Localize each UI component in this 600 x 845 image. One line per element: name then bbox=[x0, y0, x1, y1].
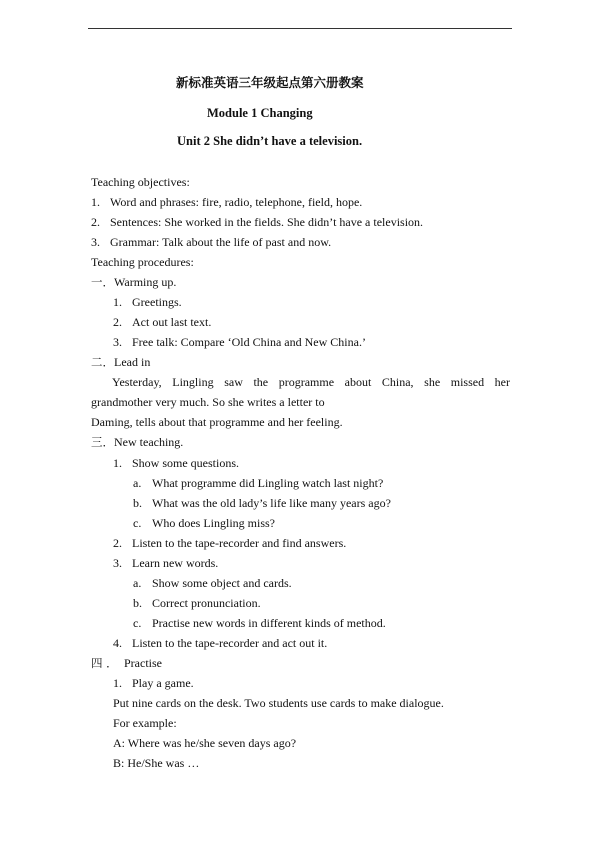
objectives-heading: Teaching objectives: bbox=[91, 175, 190, 189]
item-number: 3. bbox=[113, 556, 122, 570]
list-item bbox=[113, 335, 366, 349]
list-item bbox=[113, 676, 194, 690]
practise-line: For example: bbox=[113, 716, 177, 730]
sub-item-letter: a. bbox=[133, 476, 142, 490]
item-number: 2. bbox=[113, 315, 122, 329]
objective-number: 1. bbox=[91, 195, 100, 209]
sub-item-text: Who does Lingling miss? bbox=[152, 516, 275, 530]
objective-text: Word and phrases: fire, radio, telephone, field, hope. bbox=[110, 195, 363, 209]
item-number: 1. bbox=[113, 456, 122, 470]
objective-number: 2. bbox=[91, 215, 100, 229]
sub-item bbox=[133, 576, 292, 590]
section-new-teaching bbox=[91, 435, 183, 449]
practise-line: B: He/She was … bbox=[113, 756, 200, 770]
section-marker: 三． bbox=[91, 435, 114, 449]
list-item bbox=[113, 636, 327, 650]
sub-item-letter: c. bbox=[133, 516, 142, 530]
sub-item-letter: b. bbox=[133, 596, 142, 610]
section-title: New teaching. bbox=[114, 435, 184, 449]
objective-item bbox=[91, 235, 331, 249]
sub-item-letter: c. bbox=[133, 616, 142, 630]
item-text: Learn new words. bbox=[132, 556, 219, 570]
item-number: 4. bbox=[113, 636, 122, 650]
sub-item-text: What was the old lady’s life like many years ago? bbox=[152, 496, 391, 510]
objective-text: Grammar: Talk about the life of past and now. bbox=[110, 235, 332, 249]
item-text: Free talk: Compare ‘Old China and New China.’ bbox=[132, 335, 366, 349]
item-text: Listen to the tape-recorder and act out it. bbox=[132, 636, 328, 650]
sub-item bbox=[133, 476, 383, 490]
practise-line: Put nine cards on the desk. Two students use cards to make dialogue. bbox=[113, 696, 444, 710]
section-title: Lead in bbox=[114, 355, 151, 369]
unit-title: Unit 2 She didn’t have a television. bbox=[177, 134, 363, 148]
sub-item bbox=[133, 496, 391, 510]
item-text: Act out last text. bbox=[132, 315, 212, 329]
sub-item-text: Practise new words in different kinds of method. bbox=[152, 616, 386, 630]
section-practise bbox=[91, 656, 162, 670]
procedures-heading: Teaching procedures: bbox=[91, 255, 194, 269]
item-number: 2. bbox=[113, 536, 122, 550]
lead-in-paragraph-line: grandmother very much. So she writes a letter to bbox=[91, 395, 325, 409]
sub-item-letter: b. bbox=[133, 496, 142, 510]
objective-item bbox=[91, 195, 362, 209]
sub-item bbox=[133, 616, 386, 630]
item-text: Play a game. bbox=[132, 676, 194, 690]
document-title: 新标准英语三年级起点第六册教案 bbox=[176, 75, 364, 90]
module-title: Module 1 Changing bbox=[207, 106, 313, 120]
lead-in-paragraph-line: Daming, tells about that programme and her feeling. bbox=[91, 415, 343, 429]
list-item bbox=[113, 295, 182, 309]
sub-item-text: Show some object and cards. bbox=[152, 576, 292, 590]
section-title: Practise bbox=[124, 656, 162, 670]
sub-item bbox=[133, 516, 275, 530]
item-text: Show some questions. bbox=[132, 456, 240, 470]
list-item bbox=[113, 536, 346, 550]
section-title: Warming up. bbox=[114, 275, 177, 289]
sub-item-letter: a. bbox=[133, 576, 142, 590]
header-rule bbox=[88, 28, 512, 29]
section-lead-in bbox=[91, 355, 150, 369]
sub-item bbox=[133, 596, 261, 610]
item-number: 1. bbox=[113, 295, 122, 309]
list-item bbox=[113, 556, 218, 570]
item-number: 1. bbox=[113, 676, 122, 690]
item-text: Greetings. bbox=[132, 295, 182, 309]
list-item bbox=[113, 456, 239, 470]
section-warming-up bbox=[91, 275, 176, 289]
list-item bbox=[113, 315, 211, 329]
lead-in-paragraph-line: Yesterday, Lingling saw the programme about China, she missed her bbox=[112, 375, 510, 389]
section-marker: 二． bbox=[91, 355, 114, 369]
objective-number: 3. bbox=[91, 235, 100, 249]
sub-item-text: What programme did Lingling watch last night? bbox=[152, 476, 384, 490]
item-number: 3. bbox=[113, 335, 122, 349]
section-marker: 四 ． bbox=[91, 656, 118, 670]
section-marker: 一． bbox=[91, 275, 114, 289]
practise-line: A: Where was he/she seven days ago? bbox=[113, 736, 297, 750]
item-text: Listen to the tape-recorder and find answers. bbox=[132, 536, 347, 550]
objective-item bbox=[91, 215, 423, 229]
objective-text: Sentences: She worked in the fields. She didn’t have a television. bbox=[110, 215, 424, 229]
sub-item-text: Correct pronunciation. bbox=[152, 596, 261, 610]
